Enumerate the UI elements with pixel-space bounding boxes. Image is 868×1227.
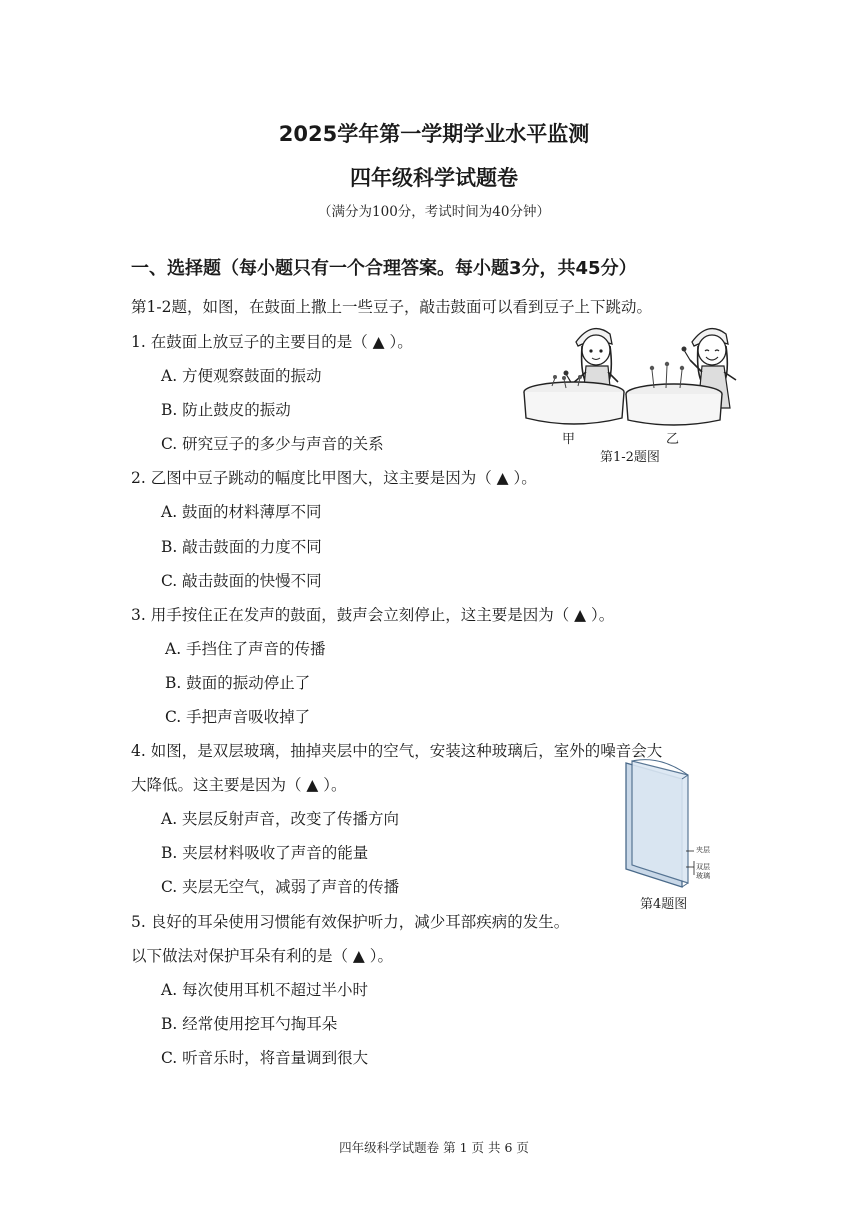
page-footer: 四年级科学试题卷 第 1 页 共 6 页 — [339, 1140, 529, 1155]
question-1-option-a: A. 方便观察鼓面的振动 — [161, 367, 322, 385]
glass-label-glass: 玻璃 — [696, 872, 710, 880]
exam-title: 2025学年第一学期学业水平监测 — [278, 122, 590, 146]
exam-subtitle: 四年级科学试题卷 — [350, 166, 518, 190]
question-4-stem-cont: 大降低。这主要是因为（ ▲ ）。 — [131, 776, 347, 794]
question-2-option-b: B. 敲击鼓面的力度不同 — [161, 538, 322, 556]
question-4-stem: 4. 如图，是双层玻璃，抽掉夹层中的空气，安装这种玻璃后，室外的噪音会大 — [131, 742, 663, 760]
glass-label-double: 双层 — [696, 863, 710, 871]
drum-label-left: 甲 — [562, 432, 576, 447]
drum-label-right: 乙 — [666, 432, 680, 447]
question-5-stem: 5. 良好的耳朵使用习惯能有效保护听力，减少耳部疾病的发生。 — [131, 913, 570, 931]
question-4-option-a: A. 夹层反射声音，改变了传播方向 — [161, 810, 400, 828]
question-2-option-c: C. 敲击鼓面的快慢不同 — [161, 572, 322, 590]
section-intro: 第1-2题，如图，在鼓面上撒上一些豆子，敲击鼓面可以看到豆子上下跳动。 — [131, 298, 652, 316]
question-1-stem: 1. 在鼓面上放豆子的主要目的是（ ▲ ）。 — [131, 333, 413, 351]
question-5-option-b: B. 经常使用挖耳勺掏耳朵 — [161, 1015, 338, 1033]
drum-figure-caption: 第1-2题图 — [600, 450, 660, 465]
glass-label-interlayer: 夹层 — [696, 846, 710, 854]
glass-figure-caption: 第4题图 — [640, 897, 688, 912]
exam-note: （满分为100分，考试时间为40分钟） — [318, 204, 550, 220]
question-1-option-b: B. 防止鼓皮的振动 — [161, 401, 291, 419]
question-3-option-a: A. 手挡住了声音的传播 — [165, 640, 326, 658]
question-3-option-c: C. 手把声音吸收掉了 — [165, 708, 311, 726]
question-4-option-c: C. 夹层无空气，减弱了声音的传播 — [161, 878, 400, 896]
section-heading: 一、选择题（每小题只有一个合理答案。每小题3分，共45分） — [131, 258, 637, 279]
question-2-option-a: A. 鼓面的材料薄厚不同 — [161, 503, 322, 521]
question-2-stem: 2. 乙图中豆子跳动的幅度比甲图大，这主要是因为（ ▲ ）。 — [131, 469, 537, 487]
question-5-stem-cont: 以下做法对保护耳朵有利的是（ ▲ ）。 — [131, 947, 394, 965]
drum-illustration-svg — [522, 320, 742, 428]
drum-illustration — [522, 320, 742, 428]
question-5-option-a: A. 每次使用耳机不超过半小时 — [161, 981, 369, 999]
question-3-stem: 3. 用手按住正在发声的鼓面，鼓声会立刻停止，这主要是因为（ ▲ ）。 — [131, 606, 615, 624]
question-5-option-c: C. 听音乐时，将音量调到很大 — [161, 1049, 369, 1067]
question-4-option-b: B. 夹层材料吸收了声音的能量 — [161, 844, 369, 862]
question-3-option-b: B. 鼓面的振动停止了 — [165, 674, 311, 692]
question-1-option-c: C. 研究豆子的多少与声音的关系 — [161, 435, 384, 453]
